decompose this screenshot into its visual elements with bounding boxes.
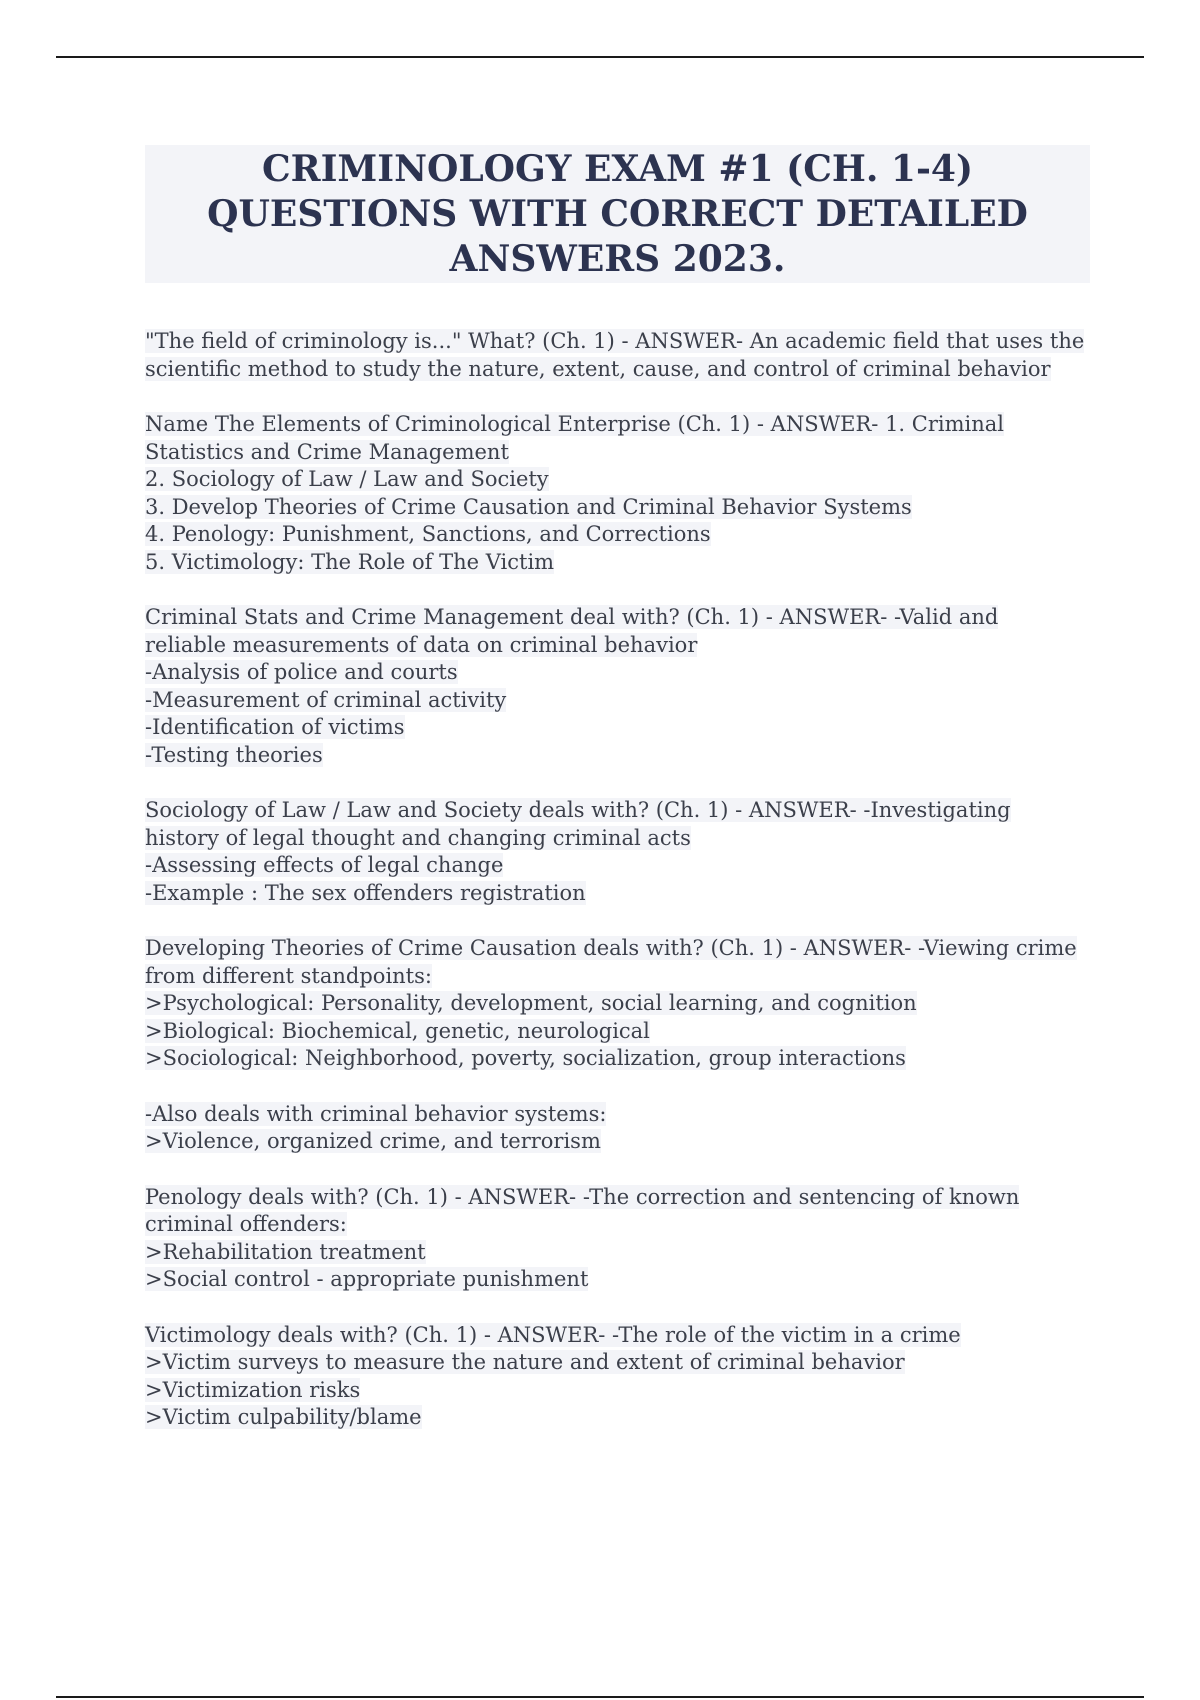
text-line: >Rehabilitation treatment (145, 1239, 426, 1264)
text-line: >Victimization risks (145, 1377, 361, 1402)
text-line: >Social control - appropriate punishment (145, 1267, 589, 1291)
text-line: >Violence, organized crime, and terrorism (145, 1129, 601, 1153)
qa-elements-of-enterprise (145, 411, 1105, 576)
qa-sociology-of-law (145, 797, 1105, 907)
text-line: Criminal Stats and Crime Management deal with? (Ch. 1) - ANSWER- -Valid and (145, 605, 999, 629)
title-line-3: ANSWERS 2023. (449, 237, 786, 280)
text-line: >Victim surveys to measure the nature and extent of criminal behavior (145, 1350, 905, 1374)
document-title (145, 145, 1090, 283)
top-rule (56, 56, 1144, 58)
text-line: >Psychological: Personality, development, social learning, and cognition (145, 991, 917, 1015)
text-line: from different standpoints: (145, 963, 432, 988)
text-line: "The field of criminology is..." What? (Ch. 1) - ANSWER- An academic field that uses the (145, 329, 1085, 353)
text-line: Victimology deals with? (Ch. 1) - ANSWER- -The role of the victim in a crime (145, 1322, 961, 1347)
text-line: -Analysis of police and courts (145, 660, 458, 684)
text-line: 4. Penology: Punishment, Sanctions, and Corrections (145, 522, 711, 546)
qa-theories-of-causation (145, 935, 1105, 1073)
text-line: -Assessing effects of legal change (145, 853, 504, 877)
qa-victimology (145, 1322, 1105, 1432)
text-line: criminal offenders: (145, 1212, 347, 1236)
text-line: -Measurement of criminal activity (145, 687, 507, 712)
text-line: -Testing theories (145, 742, 323, 767)
text-line: 3. Develop Theories of Crime Causation and Criminal Behavior Systems (145, 494, 912, 519)
text-line: -Identification of victims (145, 715, 405, 739)
text-line: >Sociological: Neighborhood, poverty, socialization, group interactions (145, 1046, 906, 1070)
text-line: Developing Theories of Crime Causation deals with? (Ch. 1) - ANSWER- -Viewing crime (145, 936, 1077, 960)
bottom-rule (56, 1696, 1144, 1698)
qa-criminal-stats (145, 604, 1105, 769)
text-line: reliable measurements of data on criminal behavior (145, 632, 698, 657)
document-body (145, 328, 1105, 1460)
text-line: Penology deals with? (Ch. 1) - ANSWER- -The correction and sentencing of known (145, 1184, 1020, 1209)
qa-field-of-criminology (145, 328, 1105, 383)
title-line-1: CRIMINOLOGY EXAM #1 (CH. 1-4) (262, 147, 973, 190)
text-line: 2. Sociology of Law / Law and Society (145, 467, 549, 491)
text-line: >Biological: Biochemical, genetic, neurological (145, 1018, 650, 1043)
text-line: scientific method to study the nature, extent, cause, and control of criminal behavior (145, 356, 1051, 381)
text-line: -Also deals with criminal behavior systems: (145, 1101, 607, 1126)
text-line: 5. Victimology: The Role of The Victim (145, 549, 555, 574)
title-line-2: QUESTIONS WITH CORRECT DETAILED (207, 192, 1028, 235)
text-line: Sociology of Law / Law and Society deals with? (Ch. 1) - ANSWER- -Investigating (145, 798, 1011, 822)
qa-behavior-systems (145, 1101, 1105, 1156)
text-line: Statistics and Crime Management (145, 439, 509, 464)
text-line: Name The Elements of Criminological Enterprise (Ch. 1) - ANSWER- 1. Criminal (145, 412, 1005, 436)
text-line: -Example : The sex offenders registration (145, 880, 586, 905)
qa-penology (145, 1184, 1105, 1294)
text-line: history of legal thought and changing criminal acts (145, 825, 691, 850)
text-line: >Victim culpability/blame (145, 1405, 422, 1429)
